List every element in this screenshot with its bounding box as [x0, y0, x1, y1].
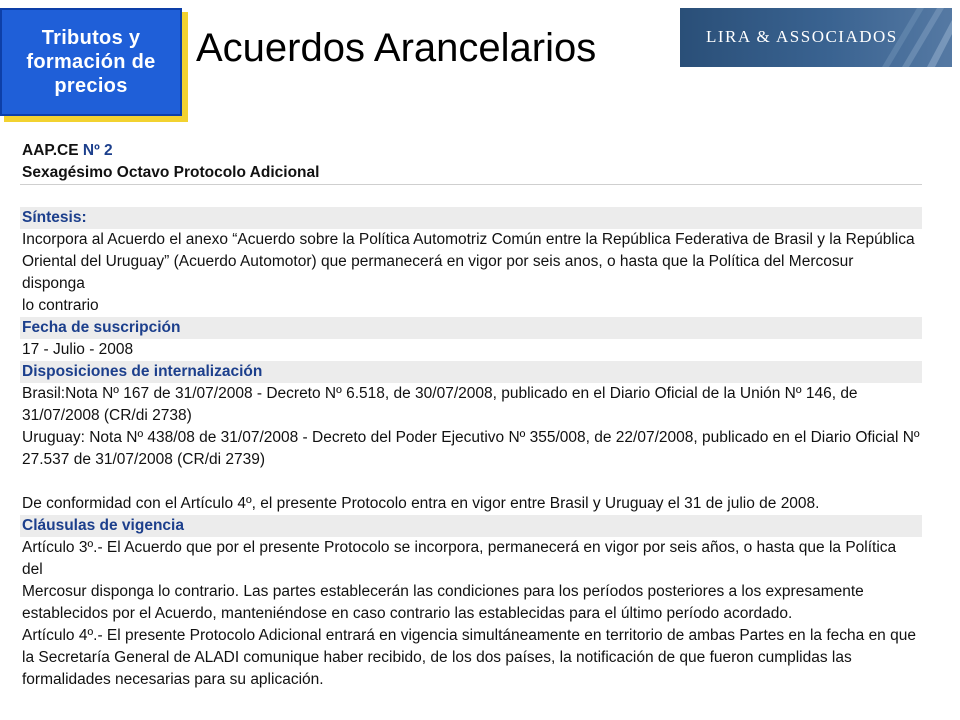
- spacer: [20, 471, 922, 493]
- text-line: 31/07/2008 (CR/di 2738): [22, 407, 192, 424]
- text-line: lo contrario: [22, 297, 99, 314]
- conformity-statement: De conformidad con el Artículo 4º, el presente Protocolo entra en vigor entre Brasil y Uruguay el 31 de julio de 2008.: [22, 495, 820, 512]
- section-heading-sintesis: Síntesis:: [20, 207, 922, 229]
- company-logo: [680, 8, 952, 67]
- section-heading-fecha: Fecha de suscripción: [20, 317, 922, 339]
- text-line: la Secretaría General de ALADI comunique haber recibido, de los dos países, la notificación de que fueron cumplidas las: [22, 649, 852, 666]
- badge-line: Tributos y: [41, 27, 141, 49]
- agreement-number: Nº 2: [82, 142, 113, 159]
- protocol-title: Sexagésimo Octavo Protocolo Adicional: [20, 162, 922, 185]
- section-heading-disposiciones: Disposiciones de internalización: [20, 361, 922, 383]
- text-line: 27.537 de 31/07/2008 (CR/di 2739): [22, 451, 266, 468]
- category-badge: [0, 8, 182, 116]
- text-line: Oriental del Uruguay” (Acuerdo Automotor) que permanecerá en vigor por seis anos, o hasta que la Política del Mercosur disponga: [22, 253, 854, 292]
- text-line: formalidades necesarias para su aplicación.: [22, 671, 324, 688]
- logo-text: LIRA & ASSOCIADOS: [706, 27, 898, 46]
- text-line: Artículo 4º.- El presente Protocolo Adicional entrará en vigencia simultáneamente en territorio de ambas Partes en la fecha en que: [22, 627, 916, 644]
- text-line: Brasil:Nota Nº 167 de 31/07/2008 - Decreto Nº 6.518, de 30/07/2008, publicado en el Diario Oficial de la Unión Nº 146, de: [22, 385, 858, 402]
- badge-line: formación de: [26, 51, 156, 73]
- text-line: Mercosur disponga lo contrario. Las partes establecerán las condiciones para los períodos posteriores a los expresamente: [22, 583, 864, 600]
- category-badge-text: [6, 26, 176, 98]
- text-line: Incorpora al Acuerdo el anexo “Acuerdo sobre la Política Automotriz Común entre la República Federativa de Brasil y la República: [22, 231, 915, 248]
- text-line: Uruguay: Nota Nº 438/08 de 31/07/2008 - Decreto del Poder Ejecutivo Nº 355/008, de 22/07/2008, publicado en el Diario Oficial Nº: [22, 429, 920, 446]
- text-line: Artículo 3º.- El Acuerdo que por el presente Protocolo se incorpora, permanecerá en vigor por seis años, o hasta que la Política del: [22, 539, 897, 578]
- agreement-prefix: AAP.CE: [22, 142, 83, 159]
- badge-line: precios: [54, 75, 128, 97]
- signing-date: 17 - Julio - 2008: [22, 341, 134, 358]
- section-heading-clausulas: Cláusulas de vigencia: [20, 515, 922, 537]
- agreement-id: [20, 140, 922, 162]
- agreement-document: [20, 140, 922, 691]
- spacer: [20, 185, 922, 207]
- slide-title: Acuerdos Arancelarios: [196, 26, 597, 70]
- text-line: establecidos por el Acuerdo, manteniéndose en caso contrario las establecidas para el último período acordado.: [22, 605, 793, 622]
